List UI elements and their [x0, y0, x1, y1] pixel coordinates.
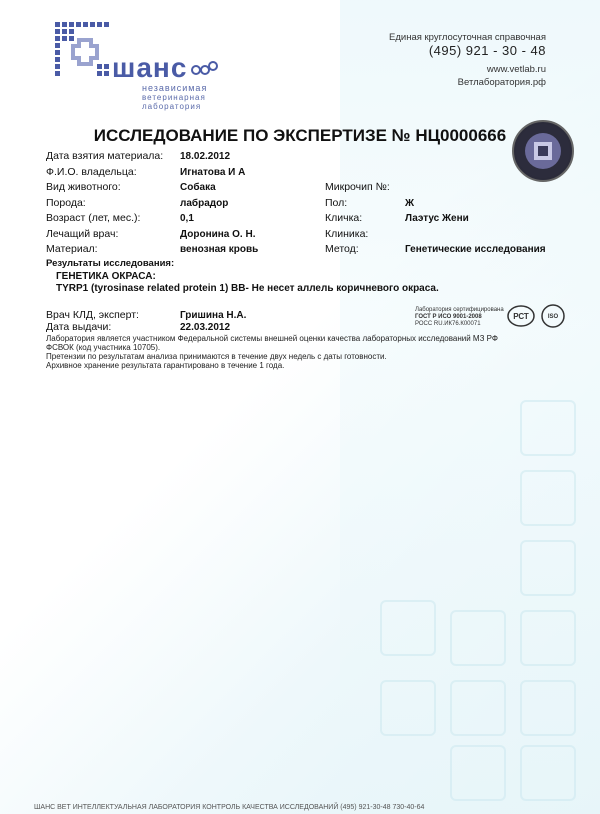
species-label: Вид животного: — [46, 181, 121, 193]
age-label: Возраст (лет, мес.): — [46, 212, 141, 224]
watermark-tile — [450, 680, 506, 736]
watermark-tile — [380, 600, 436, 656]
expert-value: Гришина Н.А. — [180, 310, 247, 321]
chip-label: Микрочип №: — [325, 181, 390, 193]
method-label: Метод: — [325, 243, 359, 255]
sex-label: Пол: — [325, 197, 348, 209]
issue-date-label: Дата выдачи: — [46, 321, 112, 333]
svg-text:ISO: ISO — [547, 314, 559, 320]
material-label: Материал: — [46, 243, 98, 255]
logo-icon — [53, 20, 113, 80]
breed-label: Порода: — [46, 197, 86, 209]
hotline-phone: (495) 921 - 30 - 48 — [428, 43, 546, 58]
results-section: ГЕНЕТИКА ОКРАСА: — [56, 271, 156, 282]
logo-subtitle-3: лаборатория — [142, 102, 202, 111]
results-heading: Результаты исследования: — [46, 258, 175, 269]
expert-label: Врач КЛД, эксперт: — [46, 309, 139, 321]
watermark-tile — [450, 610, 506, 666]
website-link-rf[interactable]: Ветлаборатория.рф — [457, 77, 546, 88]
nickname-value: Лаэтус Жени — [405, 213, 469, 224]
rst-cert-mark-icon — [506, 304, 536, 328]
watermark-tile — [520, 610, 576, 666]
issue-date-value: 22.03.2012 — [180, 322, 231, 333]
doctor-label: Лечащий врач: — [46, 228, 119, 240]
logo-subtitle-1: независимая — [142, 83, 208, 93]
watermark-tile — [450, 745, 506, 801]
vet-lab-seal-icon — [512, 120, 574, 182]
watermark-tile — [520, 540, 576, 596]
document-title: ИССЛЕДОВАНИЕ ПО ЭКСПЕРТИЗЕ № НЦ0000666 — [93, 126, 507, 145]
hotline-label: Единая круглосуточная справочная — [389, 32, 546, 43]
species-value: Собака — [180, 182, 216, 193]
logo-subtitle-2: ветеринарная — [142, 93, 206, 102]
svg-text:РСТ: РСТ — [513, 312, 529, 321]
sex-value: Ж — [405, 198, 415, 209]
cert-line-2: ГОСТ Р ИСО 9001-2008 — [415, 314, 482, 320]
watermark-tile — [520, 745, 576, 801]
material-value: венозная кровь — [180, 244, 259, 255]
age-value: 0,1 — [180, 213, 194, 224]
owner-value: Игнатова И А — [180, 167, 246, 178]
bio-mark-icon — [190, 58, 218, 78]
iso-cert-mark-icon — [540, 303, 566, 329]
website-link[interactable]: www.vetlab.ru — [486, 64, 546, 75]
logo-wordmark: шанс — [112, 52, 188, 83]
date-label: Дата взятия материала: — [46, 150, 164, 162]
cert-line-3: РОСС RU.ИК76.К00071 — [415, 321, 481, 327]
page-footer: ШАНС ВЕТ ИНТЕЛЛЕКТУАЛЬНАЯ ЛАБОРАТОРИЯ КОНТРОЛЬ КАЧЕСТВА ИССЛЕДОВАНИЙ (495) 921-30-48 730-40-64 — [34, 804, 425, 811]
breed-value: лабрадор — [180, 198, 229, 209]
date-value: 18.02.2012 — [180, 151, 231, 162]
watermark-tile — [380, 680, 436, 736]
cert-line-1: Лаборатория сертифицирована — [415, 307, 504, 313]
note-line-1: Лаборатория является участником Федеральной системы внешней оценки качества лабораторных исследований МЗ РФ — [46, 334, 498, 343]
watermark-tile — [520, 400, 576, 456]
note-line-2: ФСВОК (код участника 10705). — [46, 343, 161, 352]
watermark-tile — [520, 470, 576, 526]
note-line-3: Претензии по результатам анализа принимаются в течение двух недель с даты готовности. — [46, 352, 387, 361]
owner-label: Ф.И.О. владельца: — [46, 166, 137, 178]
note-line-4: Архивное хранение результата гарантировано в течение 1 года. — [46, 361, 285, 370]
clinic-label: Клиника: — [325, 228, 369, 240]
doctor-value: Доронина О. Н. — [180, 229, 256, 240]
method-value: Генетические исследования — [405, 244, 546, 255]
watermark-tile — [520, 680, 576, 736]
results-line: TYRP1 (tyrosinase related protein 1) ВВ- Не несет аллель коричневого окраса. — [56, 283, 439, 294]
nickname-label: Кличка: — [325, 212, 363, 224]
